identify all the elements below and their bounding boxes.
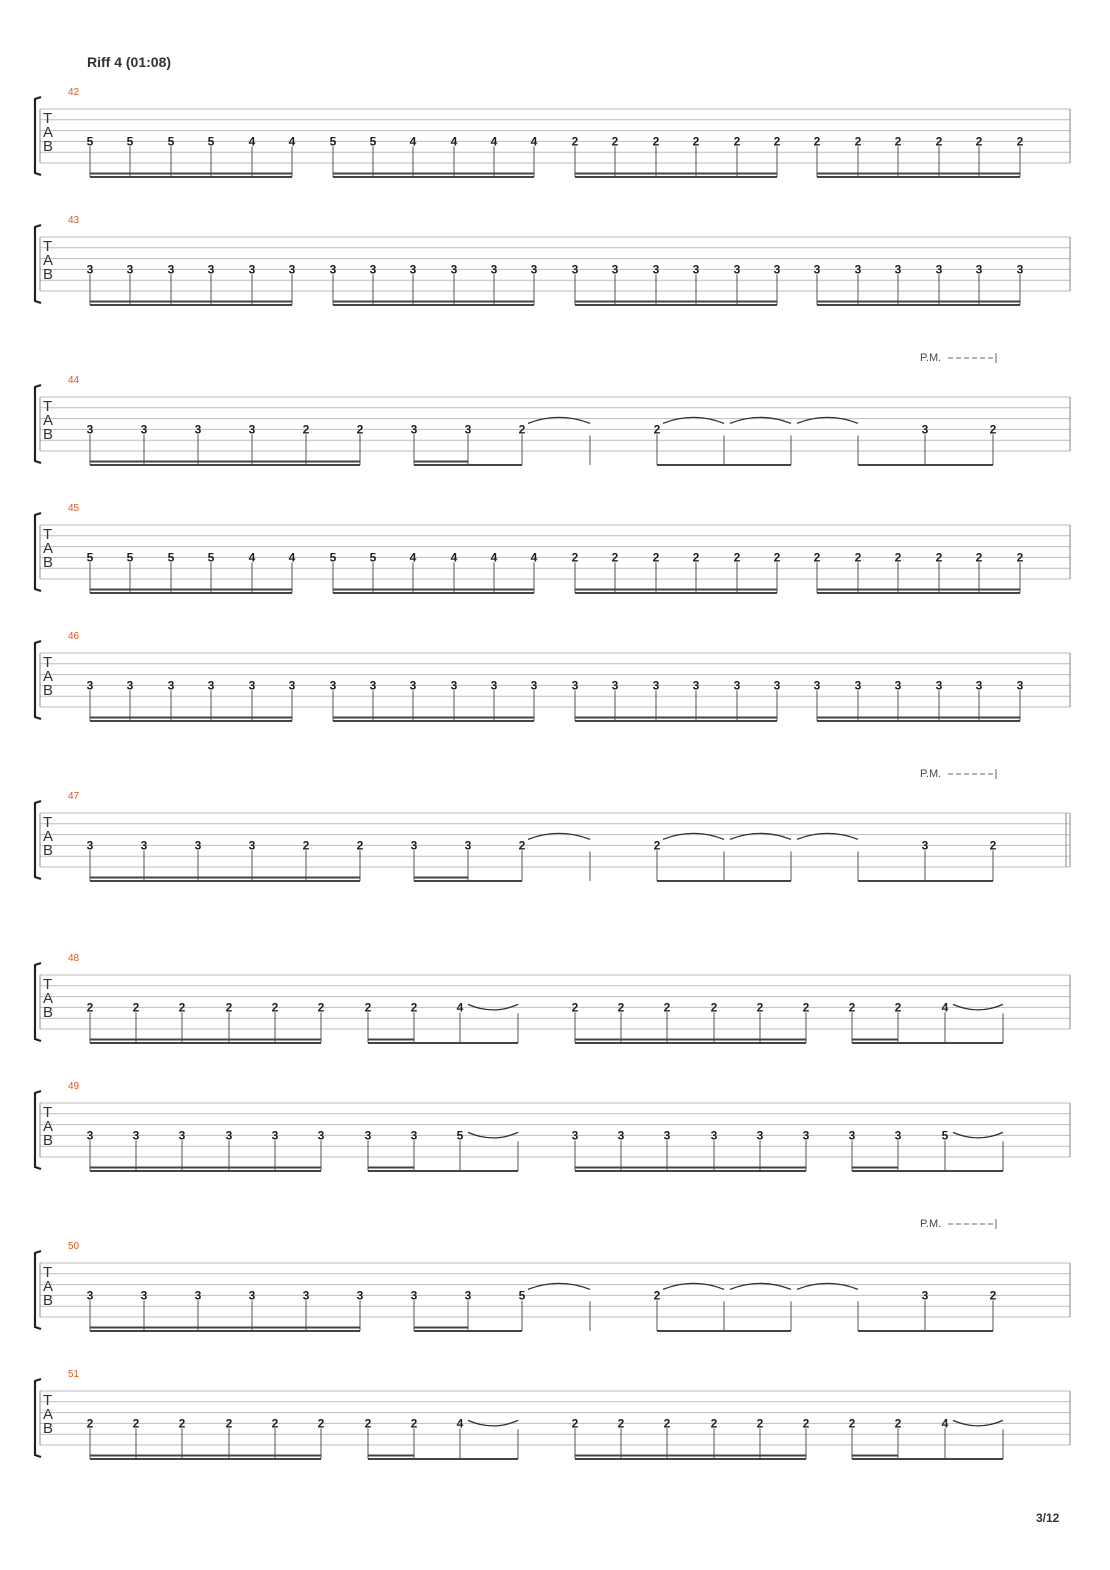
fret-number: 2 (132, 1416, 140, 1431)
tab-clef-letter: T (43, 1264, 53, 1281)
tab-clef-letter: A (43, 828, 54, 845)
tab-system-44 (35, 352, 1070, 465)
fret-number: 2 (733, 550, 741, 565)
fret-number: 3 (194, 1288, 202, 1303)
fret-number: 4 (941, 1416, 949, 1431)
tab-clef-letter: B (43, 1292, 54, 1309)
fret-number: 3 (894, 678, 902, 693)
tab-clef-letter: B (43, 138, 54, 155)
fret-number: 4 (248, 550, 256, 565)
measure-number: 51 (68, 1369, 80, 1380)
palm-mute-label: P.M. (920, 768, 942, 780)
fret-number: 2 (178, 1000, 186, 1015)
fret-number: 2 (317, 1416, 325, 1431)
fret-number: 3 (288, 678, 296, 693)
fret-number: 4 (530, 134, 538, 149)
fret-number: 2 (773, 550, 781, 565)
section-title: Riff 4 (01:08) (87, 54, 172, 70)
fret-number: 2 (653, 838, 661, 853)
fret-number: 2 (1016, 134, 1024, 149)
fret-number: 5 (167, 134, 175, 149)
tab-clef-letter: A (43, 540, 54, 557)
fret-number: 2 (178, 1416, 186, 1431)
fret-number: 3 (756, 1128, 764, 1143)
tab-clef-letter: B (43, 842, 54, 859)
fret-number: 5 (126, 550, 134, 565)
fret-number: 4 (288, 134, 296, 149)
fret-number: 4 (450, 550, 458, 565)
fret-number: 2 (571, 1416, 579, 1431)
fret-number: 3 (329, 262, 337, 277)
fret-number: 3 (464, 1288, 472, 1303)
fret-number: 2 (894, 550, 902, 565)
fret-number: 3 (86, 838, 94, 853)
fret-number: 3 (663, 1128, 671, 1143)
fret-number: 3 (975, 678, 983, 693)
fret-number: 3 (167, 262, 175, 277)
fret-number: 3 (167, 678, 175, 693)
tab-system-42 (35, 87, 1070, 177)
fret-number: 2 (975, 550, 983, 565)
fret-number: 4 (490, 134, 498, 149)
fret-number: 3 (86, 262, 94, 277)
fret-number: 2 (652, 550, 660, 565)
fret-number: 2 (894, 1000, 902, 1015)
fret-number: 2 (518, 838, 526, 853)
fret-number: 2 (854, 550, 862, 565)
fret-number: 3 (317, 1128, 325, 1143)
fret-number: 5 (456, 1128, 464, 1143)
fret-number: 3 (450, 678, 458, 693)
fret-number: 3 (848, 1128, 856, 1143)
fret-number: 3 (894, 262, 902, 277)
measure-number: 49 (68, 1081, 80, 1092)
fret-number: 2 (518, 422, 526, 437)
fret-number: 3 (733, 678, 741, 693)
fret-number: 2 (617, 1000, 625, 1015)
fret-number: 5 (329, 550, 337, 565)
fret-number: 3 (207, 262, 215, 277)
fret-number: 3 (329, 678, 337, 693)
fret-number: 2 (935, 134, 943, 149)
tab-system-46 (35, 631, 1070, 721)
tab-clef-letter: A (43, 1118, 54, 1135)
fret-number: 4 (456, 1416, 464, 1431)
palm-mute-label: P.M. (920, 352, 942, 364)
fret-number: 5 (86, 134, 94, 149)
fret-number: 3 (935, 262, 943, 277)
fret-number: 2 (756, 1000, 764, 1015)
fret-number: 3 (356, 1288, 364, 1303)
fret-number: 3 (409, 678, 417, 693)
fret-number: 3 (369, 262, 377, 277)
tab-clef-letter: A (43, 412, 54, 429)
fret-number: 2 (733, 134, 741, 149)
fret-number: 2 (571, 1000, 579, 1015)
tab-clef-letter: B (43, 1132, 54, 1149)
measure-number: 44 (68, 375, 80, 386)
fret-number: 4 (409, 134, 417, 149)
fret-number: 2 (710, 1000, 718, 1015)
measure-number: 47 (68, 791, 80, 802)
tab-system-43 (35, 215, 1070, 305)
tab-clef-letter: B (43, 1004, 54, 1021)
fret-number: 4 (456, 1000, 464, 1015)
fret-number: 3 (410, 1288, 418, 1303)
tab-clef-letter: T (43, 1104, 53, 1121)
fret-number: 3 (1016, 262, 1024, 277)
fret-number: 4 (409, 550, 417, 565)
fret-number: 3 (813, 678, 821, 693)
fret-number: 2 (1016, 550, 1024, 565)
fret-number: 3 (611, 678, 619, 693)
fret-number: 3 (288, 262, 296, 277)
fret-number: 2 (802, 1000, 810, 1015)
fret-number: 2 (773, 134, 781, 149)
tab-clef-letter: A (43, 252, 54, 269)
fret-number: 5 (518, 1288, 526, 1303)
fret-number: 2 (410, 1416, 418, 1431)
tab-clef-letter: B (43, 1420, 54, 1437)
fret-number: 3 (1016, 678, 1024, 693)
fret-number: 3 (571, 262, 579, 277)
tab-clef-letter: B (43, 266, 54, 283)
fret-number: 4 (490, 550, 498, 565)
fret-number: 3 (207, 678, 215, 693)
fret-number: 3 (178, 1128, 186, 1143)
fret-number: 2 (617, 1416, 625, 1431)
fret-number: 3 (894, 1128, 902, 1143)
fret-number: 3 (140, 422, 148, 437)
fret-number: 3 (652, 262, 660, 277)
fret-number: 2 (935, 550, 943, 565)
fret-number: 2 (86, 1000, 94, 1015)
tab-clef-letter: A (43, 990, 54, 1007)
fret-number: 2 (317, 1000, 325, 1015)
fret-number: 3 (854, 262, 862, 277)
fret-number: 3 (571, 1128, 579, 1143)
tab-clef-letter: A (43, 1278, 54, 1295)
fret-number: 2 (894, 134, 902, 149)
page-number: 3/12 (1036, 1511, 1060, 1525)
fret-number: 3 (530, 678, 538, 693)
fret-number: 2 (989, 1288, 997, 1303)
tab-clef-letter: B (43, 554, 54, 571)
fret-number: 2 (854, 134, 862, 149)
fret-number: 3 (617, 1128, 625, 1143)
fret-number: 2 (225, 1000, 233, 1015)
tab-clef-letter: T (43, 238, 53, 255)
fret-number: 3 (302, 1288, 310, 1303)
fret-number: 3 (571, 678, 579, 693)
fret-number: 2 (364, 1416, 372, 1431)
fret-number: 2 (271, 1416, 279, 1431)
tab-clef-letter: A (43, 668, 54, 685)
fret-number: 4 (941, 1000, 949, 1015)
tab-system-45 (35, 503, 1070, 593)
fret-number: 3 (975, 262, 983, 277)
fret-number: 3 (271, 1128, 279, 1143)
fret-number: 3 (126, 678, 134, 693)
fret-number: 2 (271, 1000, 279, 1015)
fret-number: 3 (611, 262, 619, 277)
fret-number: 5 (941, 1128, 949, 1143)
fret-number: 4 (530, 550, 538, 565)
fret-number: 5 (167, 550, 175, 565)
fret-number: 2 (710, 1416, 718, 1431)
fret-number: 4 (248, 134, 256, 149)
fret-number: 3 (409, 262, 417, 277)
tab-clef-letter: T (43, 526, 53, 543)
fret-number: 5 (369, 134, 377, 149)
fret-number: 2 (692, 550, 700, 565)
fret-number: 3 (248, 838, 256, 853)
fret-number: 2 (813, 134, 821, 149)
fret-number: 3 (86, 1128, 94, 1143)
fret-number: 2 (356, 838, 364, 853)
fret-number: 3 (410, 422, 418, 437)
fret-number: 3 (921, 422, 929, 437)
fret-number: 3 (921, 838, 929, 853)
fret-number: 3 (369, 678, 377, 693)
fret-number: 3 (813, 262, 821, 277)
fret-number: 2 (989, 422, 997, 437)
fret-number: 2 (611, 134, 619, 149)
fret-number: 2 (813, 550, 821, 565)
fret-number: 3 (773, 262, 781, 277)
fret-number: 3 (248, 678, 256, 693)
fret-number: 3 (126, 262, 134, 277)
tab-system-47 (35, 768, 1070, 881)
fret-number: 3 (921, 1288, 929, 1303)
measure-number: 48 (68, 953, 80, 964)
fret-number: 3 (364, 1128, 372, 1143)
fret-number: 2 (571, 550, 579, 565)
fret-number: 5 (207, 550, 215, 565)
fret-number: 3 (854, 678, 862, 693)
fret-number: 2 (410, 1000, 418, 1015)
fret-number: 2 (225, 1416, 233, 1431)
tab-clef-letter: B (43, 682, 54, 699)
fret-number: 2 (302, 838, 310, 853)
fret-number: 2 (653, 422, 661, 437)
fret-number: 4 (288, 550, 296, 565)
tab-clef-letter: B (43, 426, 54, 443)
fret-number: 3 (692, 262, 700, 277)
fret-number: 5 (207, 134, 215, 149)
fret-number: 3 (86, 678, 94, 693)
fret-number: 3 (248, 422, 256, 437)
fret-number: 3 (935, 678, 943, 693)
fret-number: 5 (369, 550, 377, 565)
fret-number: 3 (710, 1128, 718, 1143)
fret-number: 2 (86, 1416, 94, 1431)
measure-number: 46 (68, 631, 80, 642)
fret-number: 3 (652, 678, 660, 693)
tab-system-51 (35, 1369, 1070, 1459)
fret-number: 3 (194, 838, 202, 853)
fret-number: 2 (302, 422, 310, 437)
fret-number: 2 (848, 1416, 856, 1431)
fret-number: 3 (733, 262, 741, 277)
tab-clef-letter: T (43, 1392, 53, 1409)
tab-clef-letter: T (43, 654, 53, 671)
fret-number: 5 (329, 134, 337, 149)
tab-system-50 (35, 1218, 1070, 1331)
fret-number: 5 (86, 550, 94, 565)
fret-number: 2 (652, 134, 660, 149)
tab-clef-letter: T (43, 814, 53, 831)
fret-number: 3 (450, 262, 458, 277)
fret-number: 3 (86, 422, 94, 437)
fret-number: 3 (802, 1128, 810, 1143)
fret-number: 2 (356, 422, 364, 437)
fret-number: 2 (132, 1000, 140, 1015)
fret-number: 3 (140, 838, 148, 853)
fret-number: 2 (663, 1416, 671, 1431)
tab-system-48 (35, 953, 1070, 1043)
fret-number: 2 (663, 1000, 671, 1015)
tab-clef-letter: T (43, 398, 53, 415)
fret-number: 3 (410, 1128, 418, 1143)
tab-clef-letter: T (43, 976, 53, 993)
fret-number: 4 (450, 134, 458, 149)
measure-number: 45 (68, 503, 80, 514)
fret-number: 3 (773, 678, 781, 693)
fret-number: 3 (530, 262, 538, 277)
measure-number: 50 (68, 1241, 80, 1252)
fret-number: 3 (225, 1128, 233, 1143)
fret-number: 5 (126, 134, 134, 149)
fret-number: 2 (571, 134, 579, 149)
tab-clef-letter: A (43, 1406, 54, 1423)
fret-number: 2 (802, 1416, 810, 1431)
fret-number: 3 (464, 838, 472, 853)
fret-number: 3 (490, 678, 498, 693)
fret-number: 3 (490, 262, 498, 277)
fret-number: 3 (248, 262, 256, 277)
fret-number: 2 (364, 1000, 372, 1015)
measure-number: 43 (68, 215, 80, 226)
fret-number: 2 (975, 134, 983, 149)
fret-number: 3 (248, 1288, 256, 1303)
fret-number: 2 (692, 134, 700, 149)
tab-clef-letter: A (43, 124, 54, 141)
fret-number: 3 (410, 838, 418, 853)
fret-number: 2 (611, 550, 619, 565)
tab-system-49 (35, 1081, 1070, 1171)
fret-number: 3 (86, 1288, 94, 1303)
fret-number: 3 (464, 422, 472, 437)
fret-number: 3 (140, 1288, 148, 1303)
fret-number: 3 (692, 678, 700, 693)
fret-number: 2 (848, 1000, 856, 1015)
fret-number: 3 (194, 422, 202, 437)
palm-mute-label: P.M. (920, 1218, 942, 1230)
tab-clef-letter: T (43, 110, 53, 127)
fret-number: 2 (756, 1416, 764, 1431)
fret-number: 3 (132, 1128, 140, 1143)
fret-number: 2 (894, 1416, 902, 1431)
measure-number: 42 (68, 87, 80, 98)
fret-number: 2 (653, 1288, 661, 1303)
fret-number: 2 (989, 838, 997, 853)
